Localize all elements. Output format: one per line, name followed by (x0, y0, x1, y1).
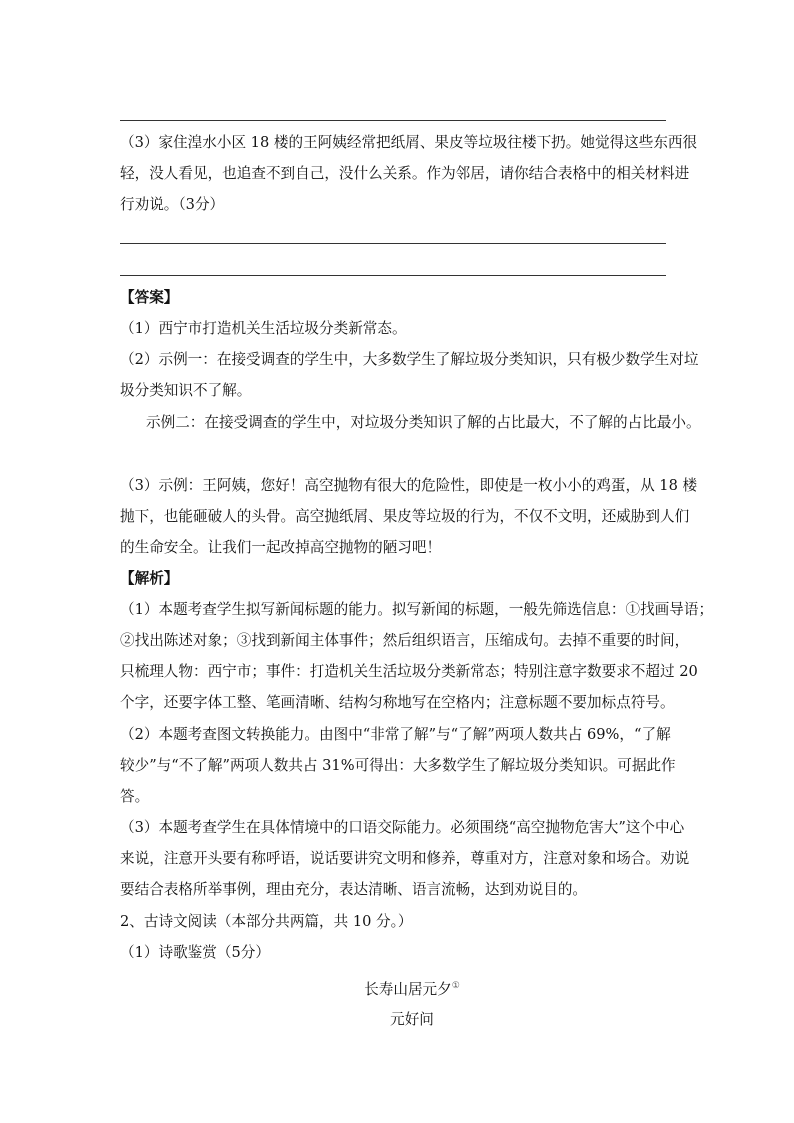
analysis-3-line-2: 来说，注意开头要有称呼语，说话要讲究文明和修养，尊重对方，注意对象和场合。劝说 (120, 850, 690, 867)
analysis-3-line-1: （3）本题考查学生在具体情境中的口语交际能力。必须围绕“高空抛物危害大”这个中心 (120, 819, 685, 836)
poem-title-line (0, 976, 794, 1000)
answer-3-line-1: （3）示例：王阿姨，您好！高空抛物有很大的危险性，即使是一枚小小的鸡蛋，从 18 楼 (120, 477, 698, 494)
poem-author: 元好问 (390, 1011, 434, 1028)
answer-3-line-3: 的生命安全。让我们一起改掉高空抛物的陋习吧！ (120, 539, 442, 556)
analysis-2-line-2: 较少”与“不了解”两项人数共占 31%可得出：大多数学生了解垃圾分类知识。可据此作 (120, 757, 676, 774)
answer-3-line-2: 抛下，也能砸破人的头骨。高空抛纸屑、果皮等垃圾的行为，不仅不文明，还威胁到人们 (120, 508, 690, 525)
analysis-1-line-3: 只梳理人物：西宁市；事件：打造机关生活垃圾分类新常态；特别注意字数要求不超过 20 (120, 663, 698, 680)
analysis-3-line-3: 要结合表格所举事例，理由充分，表达清晰、语言流畅，达到劝说目的。 (120, 881, 588, 898)
answer-2-example-2: 示例二：在接受调查的学生中，对垃圾分类知识了解的占比最大，不了解的占比最小。 (146, 414, 701, 431)
answer-line (120, 275, 666, 276)
analysis-1-line-1: （1）本题考查学生拟写新闻标题的能力。拟写新闻的标题，一般先筛选信息：①找画导语； (120, 601, 714, 618)
answer-1: （1）西宁市打造机关生活垃圾分类新常态。 (120, 320, 407, 337)
analysis-1-line-2: ②找出陈述对象；③找到新闻主体事件；然后组织语言，压缩成句。去掉不重要的时间， (120, 632, 690, 649)
section-2-subtitle: （1）诗歌鉴赏（5分） (120, 944, 270, 961)
analysis-2-line-1: （2）本题考查图文转换能力。由图中“非常了解”与“了解”两项人数共占 69%，“了解 (120, 726, 671, 743)
answer-2-line-1: （2）示例一：在接受调查的学生中，大多数学生了解垃圾分类知识，只有极少数学生对垃 (120, 351, 699, 368)
poem-title: 长寿山居元夕 (364, 980, 452, 998)
q3-line-2: 轻，没人看见，也追查不到自己，没什么关系。作为邻居，请你结合表格中的相关材料进 (120, 165, 690, 182)
q3-line-3: 行劝说。（3分） (120, 196, 225, 213)
answer-heading: 【答案】 (120, 289, 179, 306)
q3-line-1: （3）家住湟水小区 18 楼的王阿姨经常把纸屑、果皮等垃圾往楼下扔。她觉得这些东西很 (120, 134, 698, 151)
answer-line (120, 120, 666, 121)
footnote-marker: ① (451, 981, 460, 991)
section-2-title: 2、古诗文阅读（本部分共两篇，共 10 分。） (120, 913, 413, 930)
answer-line (120, 243, 666, 244)
analysis-heading: 【解析】 (120, 570, 179, 587)
analysis-2-line-3: 答。 (120, 788, 150, 805)
analysis-1-line-4: 个字，还要字体工整、笔画清晰、结构匀称地写在空格内；注意标题不要加标点符号。 (120, 694, 675, 711)
answer-2-line-2: 圾分类知识不了解。 (120, 382, 252, 399)
